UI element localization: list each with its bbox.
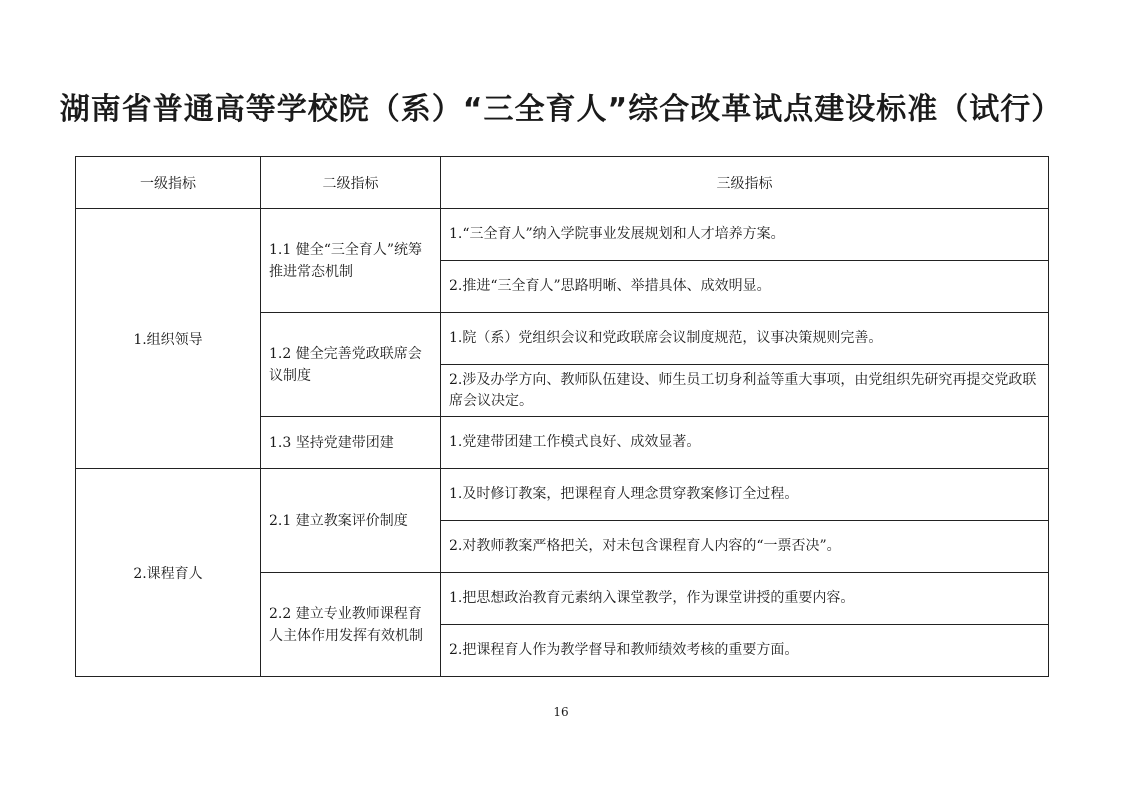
page-number: 16 xyxy=(553,705,569,719)
level3-cell: 1.党建带团建工作模式良好、成效显著。 xyxy=(441,417,1049,469)
level2-cell: 1.2 健全完善党政联席会议制度 xyxy=(261,313,441,417)
level2-cell: 1.1 健全“三全育人”统筹推进常态机制 xyxy=(261,209,441,313)
level3-cell: 2.对教师教案严格把关，对未包含课程育人内容的“一票否决”。 xyxy=(441,521,1049,573)
level1-cell: 2.课程育人 xyxy=(76,469,261,677)
table-row xyxy=(76,469,1049,521)
level1-cell: 1.组织领导 xyxy=(76,209,261,469)
level3-cell: 1.院（系）党组织会议和党政联席会议制度规范，议事决策规则完善。 xyxy=(441,313,1049,365)
level3-cell: 2.涉及办学方向、教师队伍建设、师生员工切身利益等重大事项，由党组织先研究再提交党政联席会议决定。 xyxy=(441,365,1049,417)
table-header-row xyxy=(76,157,1049,209)
level3-cell: 2.推进“三全育人”思路明晰、举措具体、成效明显。 xyxy=(441,261,1049,313)
standards-table xyxy=(75,156,1049,677)
header-level1: 一级指标 xyxy=(76,157,261,209)
table-row xyxy=(76,209,1049,261)
header-level2: 二级指标 xyxy=(261,157,441,209)
level3-cell: 1.及时修订教案，把课程育人理念贯穿教案修订全过程。 xyxy=(441,469,1049,521)
page-title: 湖南省普通高等学校院（系）“三全育人”综合改革试点建设标准（试行） xyxy=(59,92,1063,127)
level3-cell: 2.把课程育人作为教学督导和教师绩效考核的重要方面。 xyxy=(441,625,1049,677)
level2-cell: 2.1 建立教案评价制度 xyxy=(261,469,441,573)
level2-cell: 1.3 坚持党建带团建 xyxy=(261,417,441,469)
header-level3: 三级指标 xyxy=(441,157,1049,209)
level3-cell: 1.“三全育人”纳入学院事业发展规划和人才培养方案。 xyxy=(441,209,1049,261)
level3-cell: 1.把思想政治教育元素纳入课堂教学，作为课堂讲授的重要内容。 xyxy=(441,573,1049,625)
level2-cell: 2.2 建立专业教师课程育人主体作用发挥有效机制 xyxy=(261,573,441,677)
